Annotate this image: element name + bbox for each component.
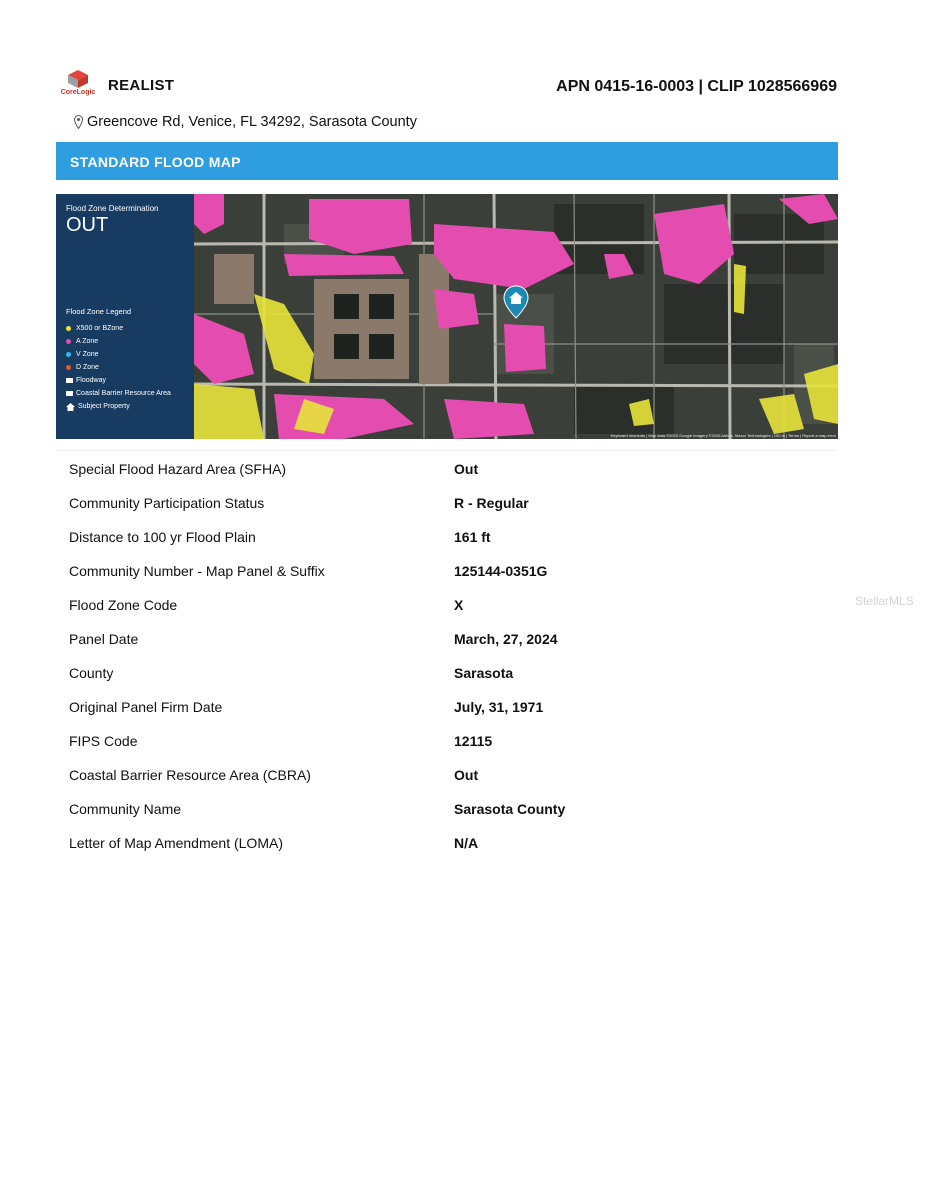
- row-label: Coastal Barrier Resource Area (CBRA): [69, 767, 311, 783]
- flood-details-table: [56, 452, 838, 860]
- row-value: Out: [454, 461, 479, 477]
- row-label: FIPS Code: [69, 733, 138, 749]
- row-value: 12115: [454, 733, 493, 749]
- legend-item: A Zone: [66, 335, 171, 348]
- cube-logo-icon: [68, 70, 88, 88]
- legend-item: V Zone: [66, 348, 171, 361]
- table-row: [56, 792, 838, 826]
- legend-item: Subject Property: [66, 400, 171, 413]
- yellow-dot-icon: [66, 326, 71, 331]
- table-row: [56, 554, 838, 588]
- row-label: Panel Date: [69, 631, 139, 647]
- table-row: [56, 690, 838, 724]
- row-label: Community Name: [69, 801, 182, 817]
- row-value: R - Regular: [454, 495, 529, 511]
- section-banner: [56, 142, 838, 180]
- row-label: Community Number - Map Panel & Suffix: [69, 563, 325, 579]
- corelogic-logo: [58, 70, 98, 102]
- table-row: [56, 588, 838, 622]
- map-attribution: Keyboard shortcuts | Map data ©2025 Google Imagery ©2025 Airbus, Maxar Technologies | 100 m | Terms | Report a map error: [610, 433, 836, 438]
- apn-clip: APN 0415-16-0003 | CLIP 1028566969: [556, 78, 837, 95]
- map-image[interactable]: [194, 194, 838, 439]
- legend-item: D Zone: [66, 361, 171, 374]
- row-label: Letter of Map Amendment (LOMA): [69, 835, 283, 851]
- map-pin-icon: [74, 115, 83, 129]
- pink-dot-icon: [66, 339, 71, 344]
- brand-name: REALIST: [108, 77, 175, 94]
- house-icon: [66, 403, 75, 411]
- address-line: [74, 114, 417, 130]
- address-text: Greencove Rd, Venice, FL 34292, Sarasota County: [87, 114, 417, 130]
- flood-map: [56, 194, 838, 439]
- table-row: [56, 622, 838, 656]
- orange-dot-icon: [66, 365, 71, 370]
- row-label: County: [69, 665, 114, 681]
- legend-item: Floodway: [66, 374, 171, 387]
- divider: [56, 450, 838, 451]
- row-label: Community Participation Status: [69, 495, 265, 511]
- legend-title: Flood Zone Legend: [66, 307, 132, 316]
- row-label: Flood Zone Code: [69, 597, 178, 613]
- row-value: March, 27, 2024: [454, 631, 558, 647]
- table-row: [56, 758, 838, 792]
- legend-panel: [56, 194, 194, 439]
- table-row: [56, 452, 838, 486]
- floodway-square-icon: [66, 378, 73, 383]
- table-row: [56, 486, 838, 520]
- row-value: Sarasota County: [454, 801, 566, 817]
- row-value: 161 ft: [454, 529, 491, 545]
- row-value: X: [454, 597, 464, 613]
- logo-text: CoreLogic: [60, 89, 96, 96]
- row-value: Sarasota: [454, 665, 514, 681]
- table-row: [56, 656, 838, 690]
- row-label: Distance to 100 yr Flood Plain: [69, 529, 256, 545]
- determination-label: Flood Zone Determination: [66, 204, 159, 213]
- legend-list: [66, 322, 171, 413]
- banner-title: STANDARD FLOOD MAP: [70, 154, 241, 170]
- legend-item: Coastal Barrier Resource Area: [66, 387, 171, 400]
- cbra-square-icon: [66, 391, 73, 396]
- blue-dot-icon: [66, 352, 71, 357]
- watermark: StellarMLS: [855, 594, 914, 608]
- row-label: Original Panel Firm Date: [69, 699, 223, 715]
- row-value: July, 31, 1971: [454, 699, 544, 715]
- table-row: [56, 826, 838, 860]
- table-row: [56, 724, 838, 758]
- table-row: [56, 520, 838, 554]
- legend-item: X500 or BZone: [66, 322, 171, 335]
- row-value: Out: [454, 767, 479, 783]
- row-label: Special Flood Hazard Area (SFHA): [69, 461, 287, 477]
- row-value: N/A: [454, 835, 479, 851]
- row-value: 125144-0351G: [454, 563, 548, 579]
- determination-value: OUT: [66, 214, 109, 236]
